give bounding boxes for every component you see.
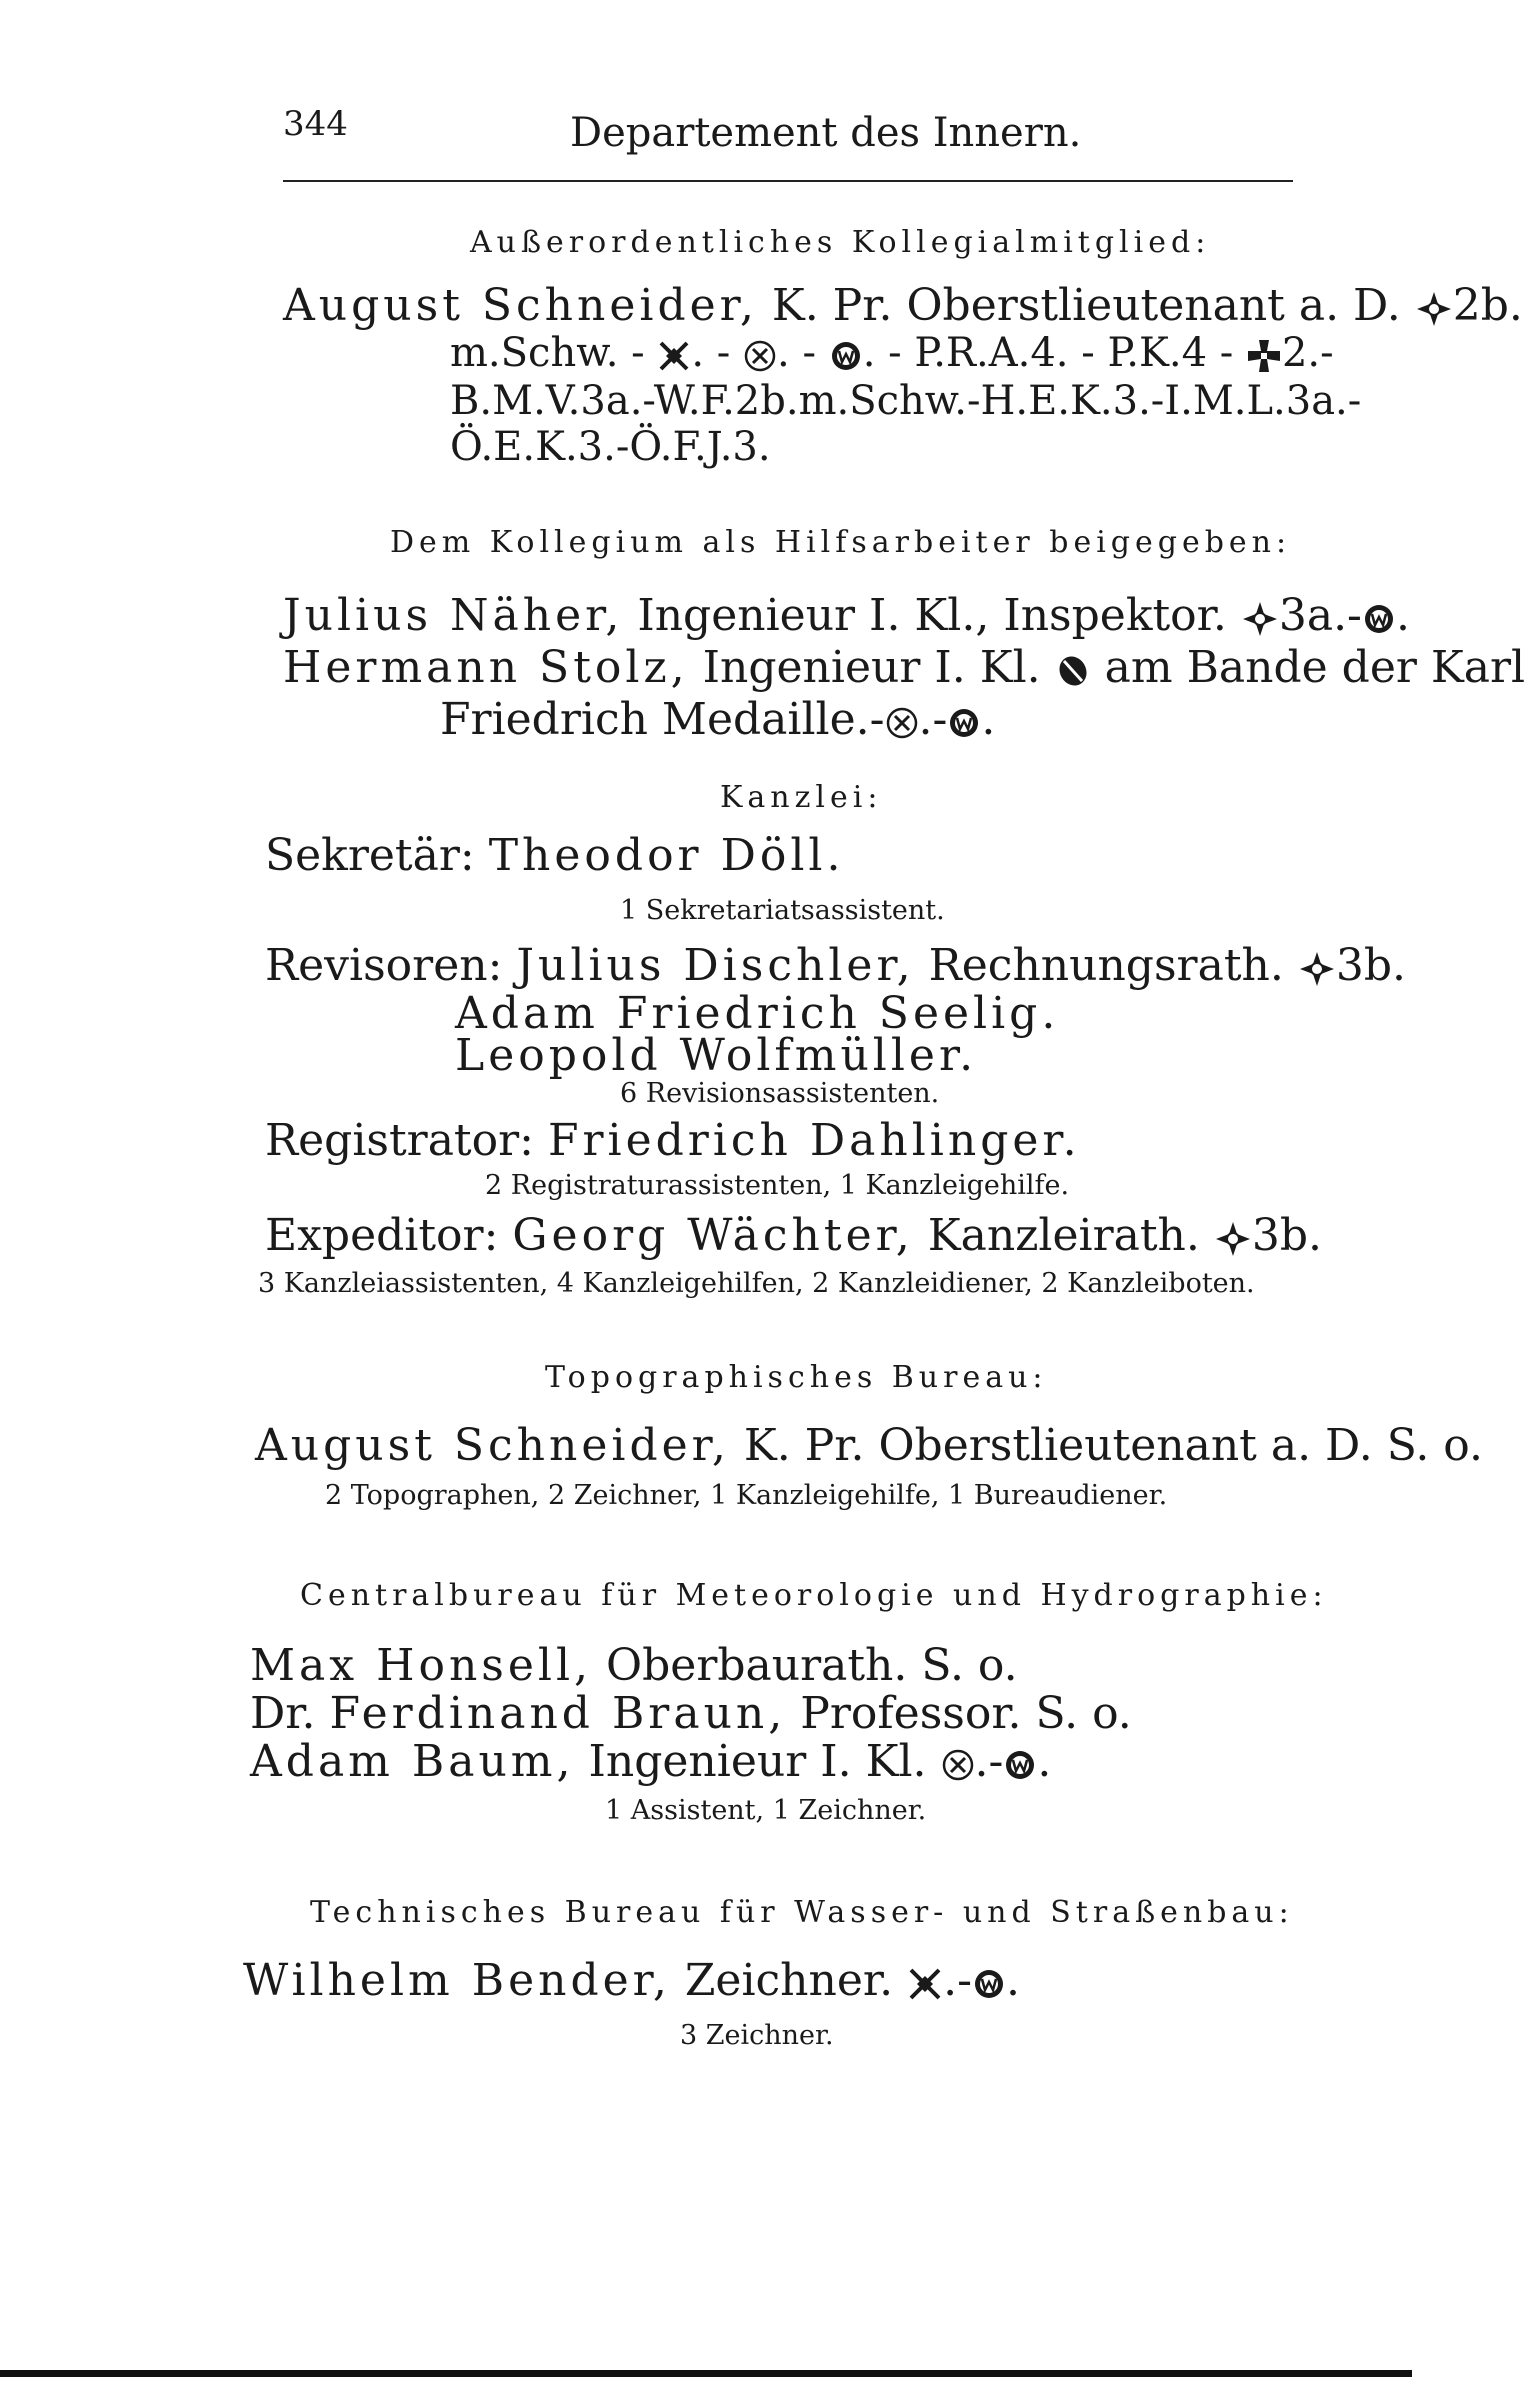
reference-note: S. o. xyxy=(1386,1420,1483,1471)
decoration-text: m.Schw. - xyxy=(450,330,645,376)
entry-line xyxy=(255,1420,1483,1471)
person-title: Zeichner. xyxy=(684,1955,894,2006)
crossed-swords-icon xyxy=(657,339,691,373)
person-title: K. Pr. Oberstlieutenant a. D. xyxy=(743,1420,1373,1471)
role-label: Registrator: xyxy=(265,1115,534,1166)
page-title: Departement des Innern. xyxy=(570,110,1082,156)
decoration-text: . - P.R.A.4. - P.K.4 - xyxy=(862,330,1234,376)
entry-line: Ö.E.K.3.-Ö.F.J.3. xyxy=(450,424,771,470)
entry-line xyxy=(440,694,995,745)
entry-line xyxy=(283,590,1410,641)
section-heading: Centralbureau für Meteorologie und Hydrographie: xyxy=(300,1578,1328,1613)
person-title: Oberbaurath. xyxy=(606,1640,908,1691)
circled-w-medal-icon xyxy=(1362,602,1396,636)
order-class: 3b. xyxy=(1251,1210,1323,1261)
entry-line xyxy=(450,330,1334,376)
person-name: Julius Dischler, xyxy=(516,940,915,991)
role-label: Expeditor: xyxy=(265,1210,499,1261)
order-class: 2b. xyxy=(1452,280,1523,331)
circled-x-medal-icon xyxy=(743,339,777,373)
circled-w-medal-icon xyxy=(1003,1748,1037,1782)
person-title: Ingenieur I. Kl. xyxy=(702,642,1041,693)
person-name: Georg Wächter, xyxy=(512,1210,914,1261)
entry-line xyxy=(283,642,1525,693)
circled-x-medal-icon xyxy=(885,706,919,740)
person-name: August Schneider, xyxy=(283,280,758,331)
order-class: 3a.- xyxy=(1278,590,1362,641)
punctuation: . xyxy=(981,694,996,745)
entry-line xyxy=(243,1955,1020,2006)
person-name: Hermann Stolz, xyxy=(283,642,689,693)
person-title: Rechnungsrath. xyxy=(928,940,1284,991)
staff-note: 6 Revisionsassistenten. xyxy=(620,1078,940,1109)
ribbon-medal-icon xyxy=(1055,653,1091,689)
person-name: Friedrich Dahlinger. xyxy=(547,1115,1081,1166)
person-title: K. Pr. Oberstlieutenant a. D. xyxy=(771,280,1401,331)
staff-note: 3 Zeichner. xyxy=(680,2020,834,2051)
entry-line xyxy=(250,1688,1132,1739)
crossed-swords-icon xyxy=(907,1966,943,2002)
reference-note: S. o. xyxy=(1035,1688,1132,1739)
staff-note: 2 Topographen, 2 Zeichner, 1 Kanzleigehilfe, 1 Bureaudiener. xyxy=(325,1480,1168,1511)
decoration-text: .- xyxy=(974,1736,1004,1787)
staff-note: 3 Kanzleiassistenten, 4 Kanzleigehilfen, 2 Kanzleidiener, 2 Kanzleiboten. xyxy=(258,1268,1255,1299)
decoration-text: .- xyxy=(918,694,948,745)
reference-note: S. o. xyxy=(921,1640,1018,1691)
punctuation: . xyxy=(1005,1955,1020,2006)
page-edge-rule xyxy=(0,2370,1412,2377)
person-name: Adam Friedrich Seelig. xyxy=(455,988,1060,1039)
decoration-text: Friedrich Medaille.- xyxy=(440,694,885,745)
entry-line xyxy=(265,1115,1081,1166)
role-label: Sekretär: xyxy=(265,830,475,881)
order-class: 3b. xyxy=(1335,940,1406,991)
order-cross-icon xyxy=(1415,290,1453,328)
punctuation: . xyxy=(1395,590,1410,641)
section-heading: Technisches Bureau für Wasser- und Straßenbau: xyxy=(310,1895,1294,1930)
person-name: Leopold Wolfmüller. xyxy=(455,1030,978,1081)
order-cross-icon xyxy=(1241,600,1279,638)
punctuation: . xyxy=(1037,1736,1052,1787)
decoration-text: am Bande der Karl xyxy=(1104,642,1525,693)
section-heading: Außerordentliches Kollegialmitglied: xyxy=(470,225,1211,260)
order-cross-icon xyxy=(1214,1220,1252,1258)
decoration-text: .- xyxy=(943,1955,972,2006)
person-name: August Schneider, xyxy=(255,1420,730,1471)
circled-w-medal-icon xyxy=(972,1967,1006,2001)
person-name: Ferdinand Braun, xyxy=(329,1688,787,1739)
entry-line xyxy=(265,830,844,881)
circled-x-medal-icon xyxy=(941,1748,975,1782)
person-name: Max Honsell, xyxy=(250,1640,593,1691)
person-name: Julius Näher, xyxy=(283,590,624,641)
iron-cross-icon xyxy=(1246,338,1282,374)
entry-line: B.M.V.3a.-W.F.2b.m.Schw.-H.E.K.3.-I.M.L.3a.- xyxy=(450,378,1362,424)
order-cross-icon xyxy=(1298,950,1336,988)
section-heading: Kanzlei: xyxy=(720,780,883,815)
entry-line xyxy=(265,940,1406,991)
entry-line xyxy=(250,1736,1051,1787)
entry-line xyxy=(250,1640,1018,1691)
staff-note: 1 Sekretariatsassistent. xyxy=(620,895,945,926)
person-name: Adam Baum, xyxy=(250,1736,575,1787)
section-heading: Dem Kollegium als Hilfsarbeiter beigegeben: xyxy=(390,525,1292,560)
person-name: Wilhelm Bender, xyxy=(243,1955,671,2006)
person-title: Ingenieur I. Kl., Inspektor. xyxy=(637,590,1227,641)
person-title: Kanzleirath. xyxy=(927,1210,1200,1261)
staff-note: 2 Registraturassistenten, 1 Kanzleigehilfe. xyxy=(485,1170,1070,1201)
decoration-text: . - xyxy=(691,330,731,376)
person-title: Ingenieur I. Kl. xyxy=(588,1736,927,1787)
page-number: 344 xyxy=(283,104,348,144)
circled-w-medal-icon xyxy=(947,706,981,740)
entry-line xyxy=(265,1210,1322,1261)
section-heading: Topographisches Bureau: xyxy=(545,1360,1048,1395)
role-label: Revisoren: xyxy=(265,940,503,991)
person-name: Theodor Döll. xyxy=(488,830,845,881)
entry-line xyxy=(283,280,1523,331)
header-rule xyxy=(283,180,1293,182)
staff-note: 1 Assistent, 1 Zeichner. xyxy=(605,1795,927,1826)
circled-w-medal-icon xyxy=(829,339,863,373)
decoration-text: . - xyxy=(777,330,816,376)
person-title: Professor. xyxy=(800,1688,1022,1739)
academic-prefix: Dr. xyxy=(250,1688,316,1739)
decoration-text: 2.- xyxy=(1281,330,1334,376)
